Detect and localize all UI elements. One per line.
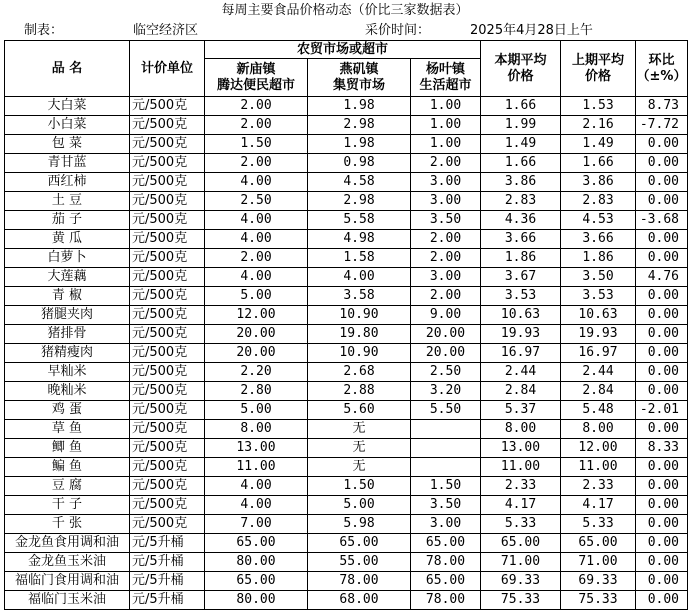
change-percent: 0.00	[636, 306, 688, 325]
change-percent: 0.00	[636, 477, 688, 496]
item-name: 草 鱼	[5, 420, 130, 439]
table-row	[5, 591, 688, 610]
price-store-3: 3.00	[411, 192, 481, 211]
item-unit: 元/500克	[130, 287, 205, 306]
header-store-3	[411, 59, 481, 97]
change-percent: 0.00	[636, 173, 688, 192]
price-store-3: 9.00	[411, 306, 481, 325]
previous-average: 1.86	[561, 249, 636, 268]
item-unit: 元/5升桶	[130, 534, 205, 553]
header-name: 品 名	[5, 41, 130, 97]
price-table	[4, 40, 688, 610]
price-store-3: 2.00	[411, 230, 481, 249]
price-store-1: 5.00	[205, 287, 308, 306]
current-average: 1.66	[481, 97, 561, 116]
table-row	[5, 192, 688, 211]
price-store-3: 3.00	[411, 173, 481, 192]
change-percent: -2.01	[636, 401, 688, 420]
previous-average: 4.53	[561, 211, 636, 230]
item-name: 早籼米	[5, 363, 130, 382]
price-store-1: 4.00	[205, 477, 308, 496]
price-store-1: 4.00	[205, 211, 308, 230]
table-row	[5, 572, 688, 591]
table-row	[5, 211, 688, 230]
price-store-1: 2.50	[205, 192, 308, 211]
price-store-2: 4.58	[308, 173, 411, 192]
previous-average: 8.00	[561, 420, 636, 439]
change-percent: 8.33	[636, 439, 688, 458]
price-store-3: 65.00	[411, 534, 481, 553]
price-store-1: 20.00	[205, 325, 308, 344]
item-name: 西红柿	[5, 173, 130, 192]
previous-average: 3.86	[561, 173, 636, 192]
price-store-1: 2.00	[205, 154, 308, 173]
item-name: 豆 腐	[5, 477, 130, 496]
current-average: 11.00	[481, 458, 561, 477]
current-average: 2.84	[481, 382, 561, 401]
current-average: 5.33	[481, 515, 561, 534]
header-current-line2: 价格	[507, 68, 534, 84]
price-store-3: 3.50	[411, 496, 481, 515]
previous-average: 3.66	[561, 230, 636, 249]
item-name: 福临门食用调和油	[5, 572, 130, 591]
header-store-3-line2: 生活超市	[419, 77, 472, 93]
header-store-2-line2: 集贸市场	[332, 77, 385, 93]
item-name: 千 张	[5, 515, 130, 534]
price-store-3: 3.50	[411, 211, 481, 230]
current-average: 3.67	[481, 268, 561, 287]
previous-average: 5.48	[561, 401, 636, 420]
price-store-2: 1.58	[308, 249, 411, 268]
price-store-2: 10.90	[308, 306, 411, 325]
item-unit: 元/500克	[130, 382, 205, 401]
previous-average: 1.53	[561, 97, 636, 116]
time-label: 采价时间：	[365, 23, 431, 38]
previous-average: 65.00	[561, 534, 636, 553]
previous-average: 2.16	[561, 116, 636, 135]
header-change-line2: （±%）	[636, 68, 687, 84]
price-store-2: 5.58	[308, 211, 411, 230]
table-row	[5, 553, 688, 572]
price-store-1: 4.00	[205, 230, 308, 249]
price-store-1: 80.00	[205, 591, 308, 610]
current-average: 69.33	[481, 572, 561, 591]
item-unit: 元/500克	[130, 363, 205, 382]
table-row	[5, 325, 688, 344]
current-average: 75.33	[481, 591, 561, 610]
change-percent: 0.00	[636, 154, 688, 173]
item-unit: 元/500克	[130, 135, 205, 154]
price-store-2: 1.50	[308, 477, 411, 496]
previous-average: 11.00	[561, 458, 636, 477]
item-name: 福临门玉米油	[5, 591, 130, 610]
header-market-group: 农贸市场或超市	[205, 41, 481, 59]
change-percent: -3.68	[636, 211, 688, 230]
change-percent: 0.00	[636, 553, 688, 572]
current-average: 3.66	[481, 230, 561, 249]
header-change	[636, 41, 688, 97]
price-store-3: 1.00	[411, 135, 481, 154]
price-store-2: 3.58	[308, 287, 411, 306]
price-store-1: 13.00	[205, 439, 308, 458]
price-store-2: 5.98	[308, 515, 411, 534]
current-average: 3.86	[481, 173, 561, 192]
compiler-label: 制表：	[24, 23, 64, 38]
current-average: 3.53	[481, 287, 561, 306]
price-store-2: 4.98	[308, 230, 411, 249]
previous-average: 3.50	[561, 268, 636, 287]
price-store-3: 20.00	[411, 344, 481, 363]
price-store-2: 55.00	[308, 553, 411, 572]
price-store-3: 65.00	[411, 572, 481, 591]
previous-average: 12.00	[561, 439, 636, 458]
price-store-1: 4.00	[205, 268, 308, 287]
change-percent: 0.00	[636, 420, 688, 439]
item-unit: 元/500克	[130, 477, 205, 496]
table-row	[5, 154, 688, 173]
change-percent: 0.00	[636, 363, 688, 382]
price-store-1: 2.00	[205, 97, 308, 116]
change-percent: 0.00	[636, 382, 688, 401]
item-name: 晚籼米	[5, 382, 130, 401]
price-store-2: 0.98	[308, 154, 411, 173]
price-store-3	[411, 420, 481, 439]
current-average: 2.83	[481, 192, 561, 211]
item-name: 干 子	[5, 496, 130, 515]
price-store-3: 1.50	[411, 477, 481, 496]
header-store-1-line2: 腾达便民超市	[216, 77, 295, 93]
item-unit: 元/500克	[130, 97, 205, 116]
table-row	[5, 344, 688, 363]
price-store-1: 5.00	[205, 401, 308, 420]
item-unit: 元/500克	[130, 458, 205, 477]
table-row	[5, 458, 688, 477]
previous-average: 1.49	[561, 135, 636, 154]
price-store-1: 80.00	[205, 553, 308, 572]
previous-average: 69.33	[561, 572, 636, 591]
table-row	[5, 515, 688, 534]
item-unit: 元/500克	[130, 230, 205, 249]
current-average: 4.17	[481, 496, 561, 515]
price-store-3	[411, 439, 481, 458]
table-row	[5, 287, 688, 306]
table-row	[5, 382, 688, 401]
price-store-3: 2.50	[411, 363, 481, 382]
price-store-1: 11.00	[205, 458, 308, 477]
current-average: 10.63	[481, 306, 561, 325]
change-percent: 0.00	[636, 572, 688, 591]
previous-average: 4.17	[561, 496, 636, 515]
price-store-2: 2.68	[308, 363, 411, 382]
item-name: 金龙鱼玉米油	[5, 553, 130, 572]
table-row	[5, 268, 688, 287]
table-row	[5, 97, 688, 116]
price-store-2: 无	[308, 439, 411, 458]
table-row	[5, 477, 688, 496]
item-name: 青甘蓝	[5, 154, 130, 173]
table-row	[5, 439, 688, 458]
price-store-3: 2.00	[411, 249, 481, 268]
item-unit: 元/500克	[130, 249, 205, 268]
header-store-2-line1: 燕矶镇	[339, 61, 379, 77]
current-average: 5.37	[481, 401, 561, 420]
header-previous-line1: 上期平均	[571, 52, 624, 68]
table-row	[5, 249, 688, 268]
item-name: 鲫 鱼	[5, 439, 130, 458]
previous-average: 71.00	[561, 553, 636, 572]
header-store-2	[308, 59, 411, 97]
table-row	[5, 116, 688, 135]
change-percent: 0.00	[636, 496, 688, 515]
price-store-2: 19.80	[308, 325, 411, 344]
price-store-1: 2.20	[205, 363, 308, 382]
price-store-1: 7.00	[205, 515, 308, 534]
price-store-2: 5.60	[308, 401, 411, 420]
price-rows	[5, 97, 688, 610]
item-name: 猪精瘦肉	[5, 344, 130, 363]
change-percent: 4.76	[636, 268, 688, 287]
previous-average: 1.66	[561, 154, 636, 173]
header-change-line1: 环比	[648, 52, 675, 68]
item-name: 金龙鱼食用调和油	[5, 534, 130, 553]
item-unit: 元/5升桶	[130, 591, 205, 610]
item-unit: 元/500克	[130, 192, 205, 211]
price-store-3: 3.00	[411, 515, 481, 534]
previous-average: 2.84	[561, 382, 636, 401]
change-percent: 0.00	[636, 230, 688, 249]
price-store-2: 2.88	[308, 382, 411, 401]
current-average: 16.97	[481, 344, 561, 363]
current-average: 65.00	[481, 534, 561, 553]
current-average: 4.36	[481, 211, 561, 230]
current-average: 2.44	[481, 363, 561, 382]
item-name: 猪排骨	[5, 325, 130, 344]
header-unit: 计价单位	[130, 41, 205, 97]
current-average: 8.00	[481, 420, 561, 439]
header-previous-line2: 价格	[584, 68, 611, 84]
table-row	[5, 496, 688, 515]
item-unit: 元/500克	[130, 401, 205, 420]
table-row	[5, 420, 688, 439]
item-name: 白萝卜	[5, 249, 130, 268]
price-store-3: 1.00	[411, 116, 481, 135]
price-store-3	[411, 458, 481, 477]
previous-average: 10.63	[561, 306, 636, 325]
table-row	[5, 363, 688, 382]
price-store-2: 无	[308, 458, 411, 477]
item-unit: 元/500克	[130, 420, 205, 439]
price-store-2: 5.00	[308, 496, 411, 515]
previous-average: 75.33	[561, 591, 636, 610]
price-store-2: 78.00	[308, 572, 411, 591]
current-average: 1.86	[481, 249, 561, 268]
price-store-3: 78.00	[411, 591, 481, 610]
price-store-3: 3.20	[411, 382, 481, 401]
table-row	[5, 230, 688, 249]
current-average: 1.49	[481, 135, 561, 154]
item-unit: 元/500克	[130, 496, 205, 515]
item-unit: 元/500克	[130, 154, 205, 173]
table-row	[5, 534, 688, 553]
header-store-3-line1: 杨叶镇	[425, 61, 465, 77]
item-unit: 元/500克	[130, 325, 205, 344]
item-unit: 元/500克	[130, 439, 205, 458]
change-percent: 0.00	[636, 192, 688, 211]
previous-average: 19.93	[561, 325, 636, 344]
change-percent: 0.00	[636, 344, 688, 363]
price-store-1: 12.00	[205, 306, 308, 325]
item-name: 青 椒	[5, 287, 130, 306]
current-average: 1.66	[481, 154, 561, 173]
item-name: 茄 子	[5, 211, 130, 230]
item-unit: 元/5升桶	[130, 553, 205, 572]
header-current-line1: 本期平均	[494, 52, 547, 68]
current-average: 2.33	[481, 477, 561, 496]
header-store-1	[205, 59, 308, 97]
item-name: 黄 瓜	[5, 230, 130, 249]
change-percent: 0.00	[636, 135, 688, 154]
item-name: 包 菜	[5, 135, 130, 154]
price-store-2: 10.90	[308, 344, 411, 363]
table-row	[5, 173, 688, 192]
page-title: 每周主要食品价格动态（价比三家数据表）	[221, 3, 469, 18]
change-percent: 0.00	[636, 287, 688, 306]
price-store-1: 2.00	[205, 116, 308, 135]
previous-average: 3.53	[561, 287, 636, 306]
price-store-3: 3.00	[411, 268, 481, 287]
header-current-avg	[481, 41, 561, 97]
item-unit: 元/500克	[130, 211, 205, 230]
price-store-2: 1.98	[308, 97, 411, 116]
previous-average: 16.97	[561, 344, 636, 363]
item-name: 猪腿夹肉	[5, 306, 130, 325]
item-unit: 元/500克	[130, 268, 205, 287]
price-store-1: 4.00	[205, 496, 308, 515]
current-average: 19.93	[481, 325, 561, 344]
price-store-2: 65.00	[308, 534, 411, 553]
item-unit: 元/500克	[130, 306, 205, 325]
table-row	[5, 401, 688, 420]
item-name: 土 豆	[5, 192, 130, 211]
item-unit: 元/500克	[130, 116, 205, 135]
change-percent: 8.73	[636, 97, 688, 116]
price-store-1: 2.80	[205, 382, 308, 401]
price-store-2: 2.98	[308, 116, 411, 135]
price-store-3: 5.50	[411, 401, 481, 420]
current-average: 71.00	[481, 553, 561, 572]
compiler-value: 临空经济区	[133, 23, 199, 38]
price-store-2: 68.00	[308, 591, 411, 610]
time-value: 2025年4月28日上午	[470, 23, 593, 38]
price-store-1: 2.00	[205, 249, 308, 268]
price-store-1: 8.00	[205, 420, 308, 439]
item-unit: 元/5升桶	[130, 572, 205, 591]
change-percent: 0.00	[636, 534, 688, 553]
price-store-2: 4.00	[308, 268, 411, 287]
price-store-2: 无	[308, 420, 411, 439]
previous-average: 5.33	[561, 515, 636, 534]
item-name: 鸡 蛋	[5, 401, 130, 420]
price-store-3: 20.00	[411, 325, 481, 344]
change-percent: 0.00	[636, 325, 688, 344]
previous-average: 2.33	[561, 477, 636, 496]
item-name: 小白菜	[5, 116, 130, 135]
price-store-3: 78.00	[411, 553, 481, 572]
current-average: 1.99	[481, 116, 561, 135]
header-previous-avg	[561, 41, 636, 97]
previous-average: 2.83	[561, 192, 636, 211]
price-store-3: 1.00	[411, 97, 481, 116]
price-store-1: 65.00	[205, 572, 308, 591]
price-store-1: 20.00	[205, 344, 308, 363]
change-percent: 0.00	[636, 591, 688, 610]
price-store-2: 2.98	[308, 192, 411, 211]
price-store-1: 65.00	[205, 534, 308, 553]
item-unit: 元/500克	[130, 515, 205, 534]
item-name: 大莲藕	[5, 268, 130, 287]
price-store-3: 2.00	[411, 287, 481, 306]
item-unit: 元/500克	[130, 344, 205, 363]
price-store-1: 1.50	[205, 135, 308, 154]
table-row	[5, 135, 688, 154]
current-average: 13.00	[481, 439, 561, 458]
change-percent: 0.00	[636, 515, 688, 534]
item-name: 鳊 鱼	[5, 458, 130, 477]
price-store-1: 4.00	[205, 173, 308, 192]
table-row	[5, 306, 688, 325]
previous-average: 2.44	[561, 363, 636, 382]
header-store-1-line1: 新庙镇	[236, 61, 276, 77]
item-unit: 元/500克	[130, 173, 205, 192]
change-percent: 0.00	[636, 458, 688, 477]
change-percent: -7.72	[636, 116, 688, 135]
change-percent: 0.00	[636, 249, 688, 268]
item-name: 大白菜	[5, 97, 130, 116]
price-store-3: 2.00	[411, 154, 481, 173]
price-store-2: 1.98	[308, 135, 411, 154]
